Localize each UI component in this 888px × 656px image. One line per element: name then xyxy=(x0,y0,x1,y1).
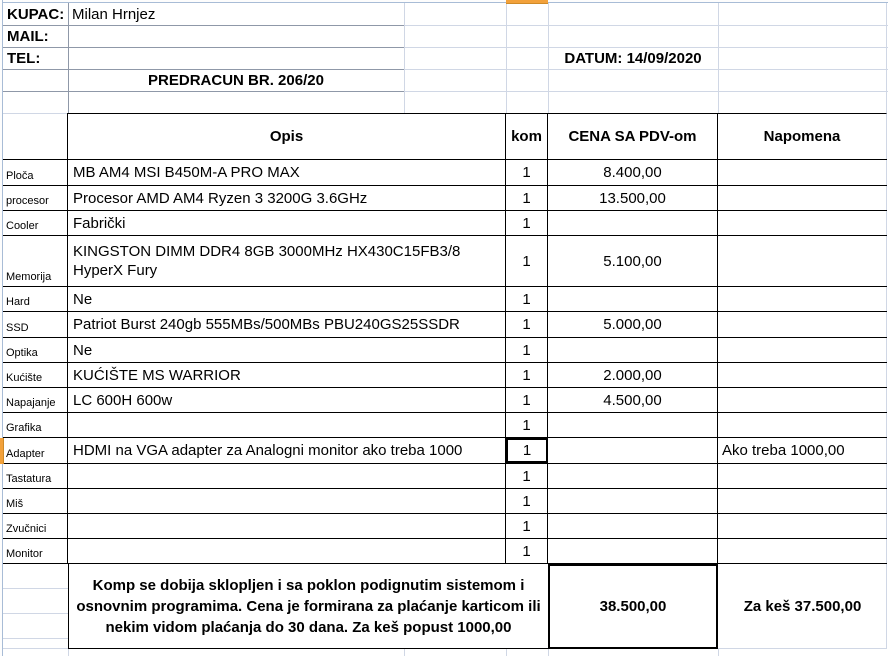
table-row xyxy=(3,464,887,489)
row-label[interactable]: SSD xyxy=(3,312,68,337)
cell-border xyxy=(3,91,404,92)
gridline xyxy=(506,3,507,113)
cena-cell[interactable] xyxy=(548,539,718,563)
row-label[interactable]: Napajanje xyxy=(3,388,68,412)
opis-cell[interactable]: Fabrički xyxy=(68,211,506,235)
kom-cell[interactable]: 1 xyxy=(506,312,548,337)
gridline xyxy=(68,649,69,656)
table-row xyxy=(3,211,887,236)
table-row xyxy=(3,413,887,438)
opis-cell[interactable]: KINGSTON DIMM DDR4 8GB 3000MHz HX430C15FB3/8 HyperX Fury xyxy=(68,236,506,286)
opis-cell[interactable]: Procesor AMD AM4 Ryzen 3 3200G 3.6GHz xyxy=(68,186,506,210)
selected-row-indicator[interactable] xyxy=(0,438,4,464)
kom-cell[interactable]: 1 xyxy=(506,413,548,437)
opis-cell[interactable] xyxy=(68,514,506,538)
row-label[interactable]: Tastatura xyxy=(3,464,68,488)
opis-cell[interactable] xyxy=(68,413,506,437)
opis-cell[interactable]: MB AM4 MSI B450M-A PRO MAX xyxy=(68,160,506,185)
table-row xyxy=(3,363,887,388)
kom-cell[interactable]: 1 xyxy=(506,211,548,235)
table-row xyxy=(3,388,887,413)
opis-cell[interactable] xyxy=(68,464,506,488)
cena-cell[interactable] xyxy=(548,464,718,488)
selected-column-indicator[interactable] xyxy=(506,0,548,4)
cena-cell[interactable]: 5.000,00 xyxy=(548,312,718,337)
cena-cell[interactable] xyxy=(548,489,718,513)
header-napomena[interactable]: Napomena xyxy=(718,113,887,159)
kom-cell[interactable]: 1 xyxy=(506,464,548,488)
header-opis[interactable]: Opis xyxy=(68,113,506,159)
cash-price-cell[interactable]: Za keš 37.500,00 xyxy=(718,564,887,649)
table-row xyxy=(3,236,887,287)
cell-border xyxy=(3,25,404,26)
cena-cell[interactable] xyxy=(548,514,718,538)
kom-cell[interactable]: 1 xyxy=(506,539,548,563)
cena-cell[interactable]: 8.400,00 xyxy=(548,160,718,185)
row-label[interactable]: procesor xyxy=(3,186,68,210)
napomena-cell[interactable] xyxy=(718,211,887,235)
row-label[interactable]: Kućište xyxy=(3,363,68,387)
opis-cell[interactable]: Patriot Burst 240gb 555MBs/500MBs PBU240GS25SSDR xyxy=(68,312,506,337)
napomena-cell[interactable] xyxy=(718,514,887,538)
summary-block xyxy=(3,564,887,649)
kom-cell[interactable]: 1 xyxy=(506,236,548,286)
table-row xyxy=(3,338,887,363)
kom-cell[interactable]: 1 xyxy=(506,160,548,185)
row-label[interactable]: Optika xyxy=(3,338,68,362)
predracun-title[interactable]: PREDRACUN BR. 206/20 xyxy=(148,71,324,89)
kom-cell[interactable]: 1 xyxy=(506,489,548,513)
cena-cell[interactable]: 13.500,00 xyxy=(548,186,718,210)
datum-cell[interactable]: DATUM: 14/09/2020 xyxy=(564,49,702,67)
kom-cell[interactable]: 1 xyxy=(506,363,548,387)
row-label[interactable]: Hard xyxy=(3,287,68,311)
gridline xyxy=(404,69,888,70)
opis-cell[interactable]: KUĆIŠTE MS WARRIOR xyxy=(68,363,506,387)
row-label[interactable]: Miš xyxy=(3,489,68,513)
gridline xyxy=(548,649,549,656)
napomena-cell[interactable] xyxy=(718,413,887,437)
napomena-cell[interactable] xyxy=(718,388,887,412)
gridline xyxy=(404,25,888,26)
summary-note-cell[interactable]: Komp se dobija sklopljen i sa poklon podignutim sistemom i osnovnim programima. Cena je formirana za plaćanje karticom ili nekim vidom plaćanja do 30 dana. Za keš popust 1000,00 xyxy=(68,564,548,649)
row-label[interactable]: Grafika xyxy=(3,413,68,437)
table-header-row xyxy=(3,113,887,160)
opis-cell[interactable]: Ne xyxy=(68,287,506,311)
opis-cell[interactable] xyxy=(68,539,506,563)
opis-cell[interactable]: LC 600H 600w xyxy=(68,388,506,412)
header-kom[interactable]: kom xyxy=(506,113,548,159)
opis-cell[interactable]: HDMI na VGA adapter za Analogni monitor ako treba 1000 xyxy=(68,438,506,463)
row-label[interactable]: Cooler xyxy=(3,211,68,235)
row-label[interactable]: Ploča xyxy=(3,160,68,185)
kupac-value-cell[interactable]: Milan Hrnjez xyxy=(72,5,156,23)
cell-border xyxy=(68,3,69,113)
cena-cell[interactable]: 5.100,00 xyxy=(548,236,718,286)
row-label[interactable]: Adapter xyxy=(3,438,68,463)
cena-cell[interactable] xyxy=(548,413,718,437)
cena-cell[interactable] xyxy=(548,438,718,463)
kom-cell[interactable]: 1 xyxy=(506,388,548,412)
napomena-cell[interactable] xyxy=(718,287,887,311)
table-row xyxy=(3,489,887,514)
row-label[interactable]: Monitor xyxy=(3,539,68,563)
gridline xyxy=(506,649,507,656)
gridline xyxy=(404,649,405,656)
napomena-cell[interactable] xyxy=(718,489,887,513)
tel-label[interactable]: TEL: xyxy=(7,49,41,67)
cena-cell[interactable]: 4.500,00 xyxy=(548,388,718,412)
napomena-cell[interactable] xyxy=(718,363,887,387)
table-row xyxy=(3,539,887,564)
gridline xyxy=(718,3,719,113)
table-row xyxy=(3,438,887,464)
gridline xyxy=(404,91,888,92)
gridline xyxy=(718,649,719,656)
header-cena[interactable]: CENA SA PDV-om xyxy=(548,113,718,159)
table-row xyxy=(3,514,887,539)
kom-cell[interactable]: 1 xyxy=(506,186,548,210)
table-row xyxy=(3,186,887,211)
kom-cell[interactable]: 1 xyxy=(506,338,548,362)
cell-border xyxy=(3,47,404,48)
napomena-cell[interactable] xyxy=(718,338,887,362)
table-row xyxy=(3,160,887,186)
table-row xyxy=(3,287,887,312)
napomena-cell[interactable] xyxy=(718,312,887,337)
napomena-cell[interactable] xyxy=(718,539,887,563)
cena-cell[interactable]: 2.000,00 xyxy=(548,363,718,387)
mail-label[interactable]: MAIL: xyxy=(7,27,49,45)
opis-cell[interactable] xyxy=(68,489,506,513)
kom-cell[interactable]: 1 xyxy=(506,287,548,311)
row-label[interactable]: Zvučnici xyxy=(3,514,68,538)
selected-cell[interactable]: 1 xyxy=(506,438,548,463)
napomena-cell[interactable] xyxy=(718,236,887,286)
cena-cell[interactable] xyxy=(548,287,718,311)
header-empty-cell[interactable] xyxy=(3,113,68,159)
items-table xyxy=(3,160,887,564)
table-row xyxy=(3,312,887,338)
gridline xyxy=(404,3,405,113)
row-label[interactable]: Memorija xyxy=(3,236,68,286)
kom-cell[interactable]: 1 xyxy=(506,514,548,538)
napomena-cell[interactable] xyxy=(718,464,887,488)
napomena-cell[interactable] xyxy=(718,160,887,185)
summary-empty-cell[interactable] xyxy=(3,564,68,649)
total-cell[interactable]: 38.500,00 xyxy=(548,564,718,649)
cena-cell[interactable] xyxy=(548,211,718,235)
cena-cell[interactable] xyxy=(548,338,718,362)
napomena-cell[interactable]: Ako treba 1000,00 xyxy=(718,438,887,463)
kupac-label[interactable]: KUPAC: xyxy=(7,5,65,23)
napomena-cell[interactable] xyxy=(718,186,887,210)
opis-cell[interactable]: Ne xyxy=(68,338,506,362)
